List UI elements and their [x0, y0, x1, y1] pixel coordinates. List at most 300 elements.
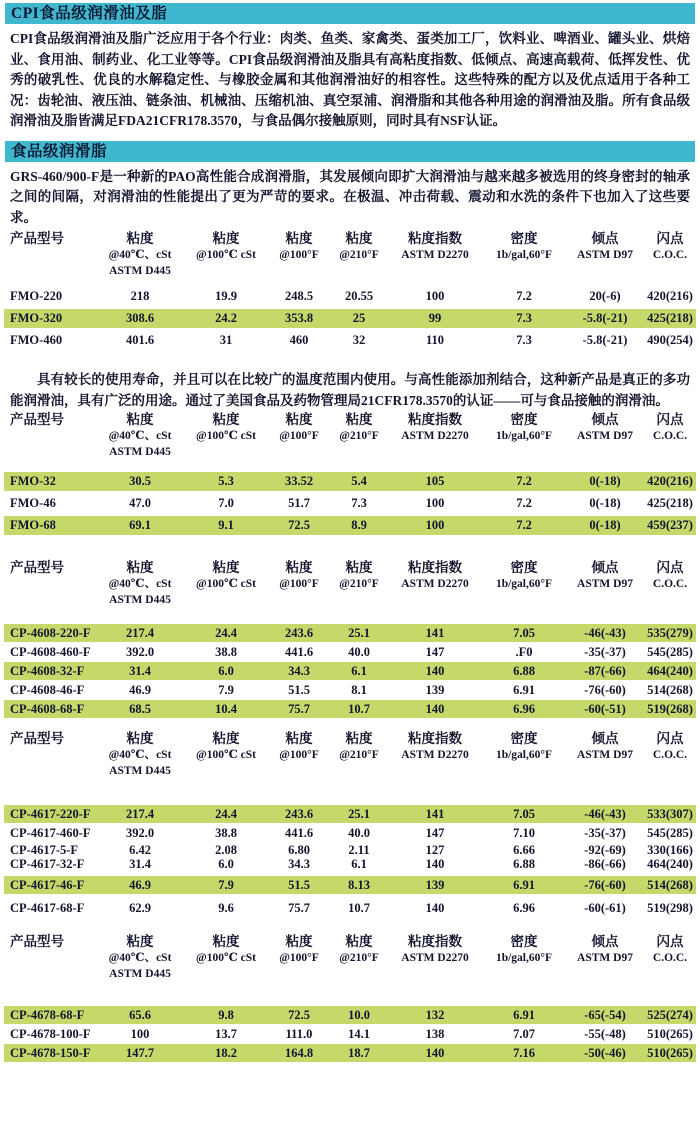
column-header-line: 粘度: [126, 412, 154, 427]
column-header-line: 1b/gal,60°F: [495, 430, 553, 442]
table-header-row: [4, 730, 696, 779]
column-header-line: 粘度: [345, 560, 373, 575]
value-cell: 6.88: [513, 857, 535, 871]
value-cell: 51.5: [288, 878, 310, 892]
table-row: [4, 681, 696, 699]
fmo-low-viscosity-table: [4, 411, 696, 535]
product-model: CP-4608-220-F: [10, 626, 91, 640]
column-header: [96, 730, 184, 779]
fmo-high-viscosity-table: [4, 230, 696, 350]
section-title-oils: CPI食品级润滑油及脂: [5, 3, 695, 24]
column-header-line: @40℃、cSt: [108, 749, 172, 761]
value-cell: 34.3: [288, 857, 310, 871]
column-header: [388, 730, 482, 763]
value-cell: 7.2: [516, 496, 532, 510]
value-cell: -55(-48): [584, 1027, 626, 1041]
value-cell: 425(218): [647, 311, 693, 325]
column-header: [644, 559, 696, 592]
column-header-line: 粘度: [212, 731, 240, 746]
table-row: [4, 472, 696, 491]
value-cell: 0(-18): [589, 496, 621, 510]
value-cell: 7.05: [513, 807, 535, 821]
table-row: [4, 516, 696, 535]
value-cell: 14.1: [348, 1027, 370, 1041]
table-row: [4, 857, 696, 871]
value-cell: 6.91: [513, 878, 535, 892]
column-header-line: 产品型号: [10, 934, 64, 949]
value-cell: 7.3: [516, 311, 532, 325]
column-header-line: @40℃、cSt: [108, 430, 172, 442]
table-row: [4, 1044, 696, 1062]
column-header-line: C.O.C.: [652, 578, 688, 590]
column-header: [330, 411, 388, 444]
column-header-line: 粘度指数: [408, 412, 462, 427]
column-header: [566, 933, 644, 966]
product-model: FMO-320: [10, 311, 63, 325]
value-cell: 6.0: [218, 857, 234, 871]
value-cell: 6.96: [513, 901, 535, 915]
value-cell: 308.6: [125, 311, 155, 325]
column-header-line: 倾点: [591, 560, 619, 575]
value-cell: 510(265): [647, 1046, 693, 1060]
value-cell: 0(-18): [589, 474, 621, 488]
value-cell: 6.66: [513, 843, 535, 857]
column-header: [330, 730, 388, 763]
column-header-line: 粘度: [212, 560, 240, 575]
value-cell: -65(-54): [584, 1008, 626, 1022]
value-cell: 33.52: [284, 474, 314, 488]
table-body: [4, 287, 696, 350]
value-cell: 40.0: [348, 645, 370, 659]
value-cell: 31.4: [129, 664, 151, 678]
value-cell: 24.2: [215, 311, 237, 325]
column-header-line: @40℃、cSt: [108, 249, 172, 261]
value-cell: -60(-61): [584, 901, 626, 915]
column-header-line: C.O.C.: [652, 952, 688, 964]
value-cell: 10.0: [348, 1008, 370, 1022]
value-cell: -46(-43): [584, 626, 626, 640]
product-model: FMO-460: [10, 333, 63, 347]
value-cell: 535(279): [647, 626, 693, 640]
product-model: FMO-32: [10, 474, 56, 488]
value-cell: 46.9: [129, 878, 151, 892]
column-header: [482, 411, 566, 444]
column-header-line: 倾点: [591, 934, 619, 949]
column-header-line: 倾点: [591, 731, 619, 746]
value-cell: 8.1: [351, 683, 367, 697]
value-cell: 105: [425, 474, 445, 488]
value-cell: 519(298): [647, 901, 693, 915]
value-cell: 545(285): [647, 826, 693, 840]
value-cell: 9.1: [218, 518, 234, 532]
mid-paragraph: 具有较长的使用寿命，并且可以在比较广的温度范围内使用。与高性能添加剂结合，这种新产品是真正的多功能润滑油，具有广泛的用途。通过了美国食品及药物管理局21CFR178.3570的认证——可与食品接触的润滑油。: [10, 372, 690, 408]
table-body: [4, 805, 696, 917]
table-row: [4, 643, 696, 661]
column-header-line: 粘度指数: [408, 731, 462, 746]
value-cell: 2.08: [215, 843, 237, 857]
value-cell: 138: [425, 1027, 445, 1041]
product-model: FMO-68: [10, 518, 56, 532]
table-row: [4, 1006, 696, 1024]
column-header-line: @210°F: [339, 430, 379, 442]
column-header-line: 粘度: [345, 934, 373, 949]
column-header: [330, 933, 388, 966]
value-cell: 0(-18): [589, 518, 621, 532]
table-row: [4, 700, 696, 718]
value-cell: 441.6: [284, 645, 314, 659]
column-header: [4, 933, 96, 950]
value-cell: 248.5: [284, 289, 314, 303]
column-header: [388, 559, 482, 592]
column-header-line: 粘度: [285, 560, 313, 575]
value-cell: 6.42: [129, 843, 151, 857]
table-header-row: [4, 411, 696, 460]
column-header: [184, 730, 268, 763]
column-header-line: ASTM D2270: [401, 749, 469, 761]
product-model: CP-4608-32-F: [10, 664, 85, 678]
column-header: [268, 411, 330, 444]
column-header-line: 密度: [510, 231, 538, 246]
column-header-line: 粘度: [285, 412, 313, 427]
value-cell: 10.7: [348, 702, 370, 716]
column-header-line: ASTM D445: [109, 594, 171, 606]
value-cell: 7.0: [218, 496, 234, 510]
column-header: [4, 411, 96, 428]
column-header: [96, 559, 184, 608]
value-cell: 401.6: [125, 333, 155, 347]
value-cell: 217.4: [125, 807, 155, 821]
value-cell: 38.8: [215, 826, 237, 840]
column-header-line: 粘度: [126, 231, 154, 246]
column-header-line: 倾点: [591, 412, 619, 427]
column-header-line: @100℃ cSt: [196, 249, 256, 261]
column-header-line: @210°F: [339, 749, 379, 761]
column-header-line: @100℃ cSt: [196, 749, 256, 761]
column-header: [482, 730, 566, 763]
value-cell: 139: [425, 878, 445, 892]
value-cell: 6.91: [513, 683, 535, 697]
product-model: FMO-46: [10, 496, 56, 510]
cp-4678-table: [4, 933, 696, 1062]
column-header-line: 粘度: [345, 731, 373, 746]
column-header-line: ASTM D445: [109, 765, 171, 777]
grease-paragraph: GRS-460/900-F是一种新的PAO高性能合成润滑脂，其发展倾向即扩大润滑油与越来越多被选用的终身密封的轴承之间的间隔，对润滑油的性能提出了更为严苛的要求。在极温、冲击荷载、震动和水洗的条件下也加入了这些要求。: [10, 168, 690, 225]
column-header: [330, 230, 388, 263]
value-cell: 25: [352, 311, 366, 325]
column-header: [644, 933, 696, 966]
column-header-line: C.O.C.: [652, 749, 688, 761]
column-header-line: @40℃、cSt: [108, 952, 172, 964]
value-cell: 100: [130, 1027, 150, 1041]
value-cell: 7.10: [513, 826, 535, 840]
column-header: [566, 411, 644, 444]
value-cell: 490(254): [647, 333, 693, 347]
intro-paragraph: CPI食品级润滑油及脂广泛应用于各个行业：肉类、鱼类、家禽类、蛋类加工厂，饮料业、啤酒业、罐头业、烘焙业、食用油、制药业、化工业等等。CPI食品级润滑油及脂具有高粘度指数、低倾点、高速高载荷、低挥发性、优秀的破乳性、优良的水解稳定性、与橡胶金属和其他润滑油好的相容性。这些特殊的配方以及优点适用于各种工况：齿轮油、液压油、链条油、机械油、压缩机油、真空泵浦、润滑脂和其他各种用途的润滑油及脂。所有食品级润滑油及脂皆满足FDA21CFR178.3570，与食品偶尔接触原则，同时具有NSF认证。: [10, 31, 690, 128]
product-model: CP-4678-100-F: [10, 1027, 91, 1041]
value-cell: 519(268): [647, 702, 693, 716]
value-cell: 464(240): [647, 664, 693, 678]
table-row: [4, 624, 696, 642]
column-header-line: 粘度指数: [408, 934, 462, 949]
value-cell: 140: [425, 857, 445, 871]
column-header-line: 1b/gal,60°F: [495, 578, 553, 590]
value-cell: 141: [425, 626, 445, 640]
column-header-line: 产品型号: [10, 560, 64, 575]
product-model: CP-4608-460-F: [10, 645, 91, 659]
value-cell: -60(-51): [584, 702, 626, 716]
value-cell: 19.9: [215, 289, 237, 303]
column-header: [482, 559, 566, 592]
value-cell: 7.2: [516, 289, 532, 303]
column-header: [268, 230, 330, 263]
value-cell: 6.88: [513, 664, 535, 678]
column-header-line: 密度: [510, 560, 538, 575]
value-cell: 425(218): [647, 496, 693, 510]
value-cell: 147: [425, 826, 445, 840]
value-cell: 139: [425, 683, 445, 697]
value-cell: 20.55: [344, 289, 374, 303]
table-row: [4, 494, 696, 513]
value-cell: 100: [425, 289, 445, 303]
column-header-line: ASTM D2270: [401, 578, 469, 590]
column-header-line: 1b/gal,60°F: [495, 952, 553, 964]
column-header-line: 粘度: [285, 934, 313, 949]
value-cell: 127: [425, 843, 445, 857]
column-header-line: 粘度: [126, 934, 154, 949]
value-cell: 111.0: [285, 1027, 313, 1041]
value-cell: 24.4: [215, 807, 237, 821]
column-header-line: 粘度指数: [408, 560, 462, 575]
product-model: CP-4617-32-F: [10, 857, 85, 871]
column-header-line: 粘度: [212, 412, 240, 427]
column-header-line: 密度: [510, 934, 538, 949]
table-row: [4, 805, 696, 823]
value-cell: 8.9: [351, 518, 367, 532]
table-row: [4, 843, 696, 857]
value-cell: -92(-69): [584, 843, 626, 857]
table-body: [4, 472, 696, 535]
value-cell: 7.3: [516, 333, 532, 347]
product-model: CP-4678-68-F: [10, 1008, 85, 1022]
value-cell: 140: [425, 1046, 445, 1060]
value-cell: 140: [425, 702, 445, 716]
product-model: CP-4617-220-F: [10, 807, 91, 821]
value-cell: 545(285): [647, 645, 693, 659]
value-cell: 30.5: [129, 474, 151, 488]
value-cell: .F0: [515, 645, 533, 659]
column-header-line: ASTM D2270: [401, 952, 469, 964]
value-cell: -87(-66): [584, 664, 626, 678]
value-cell: 99: [428, 311, 442, 325]
column-header-line: C.O.C.: [652, 249, 688, 261]
table-row: [4, 1025, 696, 1043]
value-cell: 62.9: [129, 901, 151, 915]
value-cell: 7.05: [513, 626, 535, 640]
column-header-line: 闪点: [656, 231, 684, 246]
column-header-line: 倾点: [591, 231, 619, 246]
column-header: [482, 230, 566, 263]
value-cell: 20(-6): [589, 289, 621, 303]
value-cell: 7.07: [513, 1027, 535, 1041]
value-cell: 8.13: [348, 878, 370, 892]
value-cell: 392.0: [125, 645, 155, 659]
value-cell: 218: [130, 289, 150, 303]
column-header-line: @100°F: [279, 249, 319, 261]
value-cell: 9.8: [218, 1008, 234, 1022]
column-header: [330, 559, 388, 592]
value-cell: 6.80: [288, 843, 310, 857]
column-header-line: 粘度指数: [408, 231, 462, 246]
product-model: CP-4678-150-F: [10, 1046, 91, 1060]
column-header-line: ASTM D97: [577, 578, 633, 590]
column-header: [388, 230, 482, 263]
column-header: [566, 730, 644, 763]
column-header-line: @100°F: [279, 578, 319, 590]
value-cell: 100: [425, 496, 445, 510]
value-cell: 147.7: [125, 1046, 155, 1060]
column-header-line: 粘度: [285, 731, 313, 746]
value-cell: 75.7: [288, 702, 310, 716]
value-cell: 7.2: [516, 474, 532, 488]
product-model: CP-4617-5-F: [10, 843, 79, 857]
column-header-line: 闪点: [656, 412, 684, 427]
value-cell: 34.3: [288, 664, 310, 678]
value-cell: 243.6: [284, 626, 314, 640]
value-cell: 65.6: [129, 1008, 151, 1022]
value-cell: 47.0: [129, 496, 151, 510]
value-cell: 10.4: [215, 702, 237, 716]
value-cell: 353.8: [284, 311, 314, 325]
column-header: [184, 559, 268, 592]
value-cell: -5.8(-21): [582, 311, 628, 325]
column-header-line: 闪点: [656, 934, 684, 949]
table-header-row: [4, 230, 696, 279]
value-cell: 514(268): [647, 683, 693, 697]
value-cell: -35(-37): [584, 645, 626, 659]
value-cell: 147: [425, 645, 445, 659]
table-header-row: [4, 933, 696, 982]
value-cell: 5.3: [218, 474, 234, 488]
table-row: [4, 876, 696, 894]
value-cell: 72.5: [288, 518, 310, 532]
value-cell: 72.5: [288, 1008, 310, 1022]
table-body: [4, 1006, 696, 1062]
column-header-line: @40℃、cSt: [108, 578, 172, 590]
column-header: [644, 730, 696, 763]
table-row: [4, 824, 696, 842]
column-header-line: @100°F: [279, 952, 319, 964]
value-cell: 32: [352, 333, 366, 347]
column-header: [268, 730, 330, 763]
column-header-line: 粘度: [345, 231, 373, 246]
value-cell: 38.8: [215, 645, 237, 659]
value-cell: 18.2: [215, 1046, 237, 1060]
column-header: [4, 230, 96, 247]
value-cell: 459(237): [647, 518, 693, 532]
table-row: [4, 287, 696, 306]
value-cell: 243.6: [284, 807, 314, 821]
value-cell: -86(-66): [584, 857, 626, 871]
value-cell: 6.1: [351, 664, 367, 678]
table-header-row: [4, 559, 696, 608]
value-cell: 420(216): [647, 474, 693, 488]
column-header-line: ASTM D445: [109, 265, 171, 277]
product-model: CP-4617-460-F: [10, 826, 91, 840]
value-cell: 132: [425, 1008, 445, 1022]
value-cell: 13.7: [215, 1027, 237, 1041]
value-cell: -76(-60): [584, 683, 626, 697]
value-cell: 140: [425, 901, 445, 915]
value-cell: 100: [425, 518, 445, 532]
column-header-line: @210°F: [339, 578, 379, 590]
column-header: [268, 933, 330, 966]
column-header-line: 产品型号: [10, 412, 64, 427]
value-cell: 420(216): [647, 289, 693, 303]
column-header-line: ASTM D2270: [401, 249, 469, 261]
column-header: [566, 559, 644, 592]
value-cell: 7.3: [351, 496, 367, 510]
cp-4608-table: [4, 559, 696, 718]
column-header-line: @100°F: [279, 430, 319, 442]
value-cell: 533(307): [647, 807, 693, 821]
value-cell: 110: [425, 333, 445, 347]
column-header-line: ASTM D445: [109, 968, 171, 980]
value-cell: 6.0: [218, 664, 234, 678]
value-cell: 51.5: [288, 683, 310, 697]
column-header-line: @100℃ cSt: [196, 578, 256, 590]
product-model: CP-4608-68-F: [10, 702, 85, 716]
column-header-line: ASTM D2270: [401, 430, 469, 442]
value-cell: 164.8: [284, 1046, 314, 1060]
value-cell: 7.9: [218, 683, 234, 697]
column-header: [184, 411, 268, 444]
column-header-line: 1b/gal,60°F: [495, 749, 553, 761]
column-header: [482, 933, 566, 966]
column-header: [96, 411, 184, 460]
value-cell: 7.9: [218, 878, 234, 892]
value-cell: 510(265): [647, 1027, 693, 1041]
column-header-line: ASTM D97: [577, 430, 633, 442]
product-model: CP-4608-46-F: [10, 683, 85, 697]
table-row: [4, 899, 696, 917]
value-cell: 40.0: [348, 826, 370, 840]
value-cell: 68.5: [129, 702, 151, 716]
column-header: [96, 933, 184, 982]
column-header: [644, 230, 696, 263]
column-header-line: C.O.C.: [652, 430, 688, 442]
column-header-line: 粘度: [285, 231, 313, 246]
column-header: [96, 230, 184, 279]
column-header-line: 粘度: [212, 934, 240, 949]
value-cell: 9.6: [218, 901, 234, 915]
column-header: [644, 411, 696, 444]
value-cell: 10.7: [348, 901, 370, 915]
value-cell: 31: [219, 333, 233, 347]
column-header-line: @100℃ cSt: [196, 430, 256, 442]
column-header-line: 粘度: [126, 560, 154, 575]
value-cell: 25.1: [348, 626, 370, 640]
value-cell: 7.16: [513, 1046, 535, 1060]
column-header-line: 闪点: [656, 560, 684, 575]
column-header-line: 1b/gal,60°F: [495, 249, 553, 261]
value-cell: -76(-60): [584, 878, 626, 892]
value-cell: -5.8(-21): [582, 333, 628, 347]
column-header: [184, 230, 268, 263]
column-header-line: ASTM D445: [109, 446, 171, 458]
column-header-line: 粘度: [126, 731, 154, 746]
value-cell: 6.96: [513, 702, 535, 716]
column-header-line: @210°F: [339, 249, 379, 261]
